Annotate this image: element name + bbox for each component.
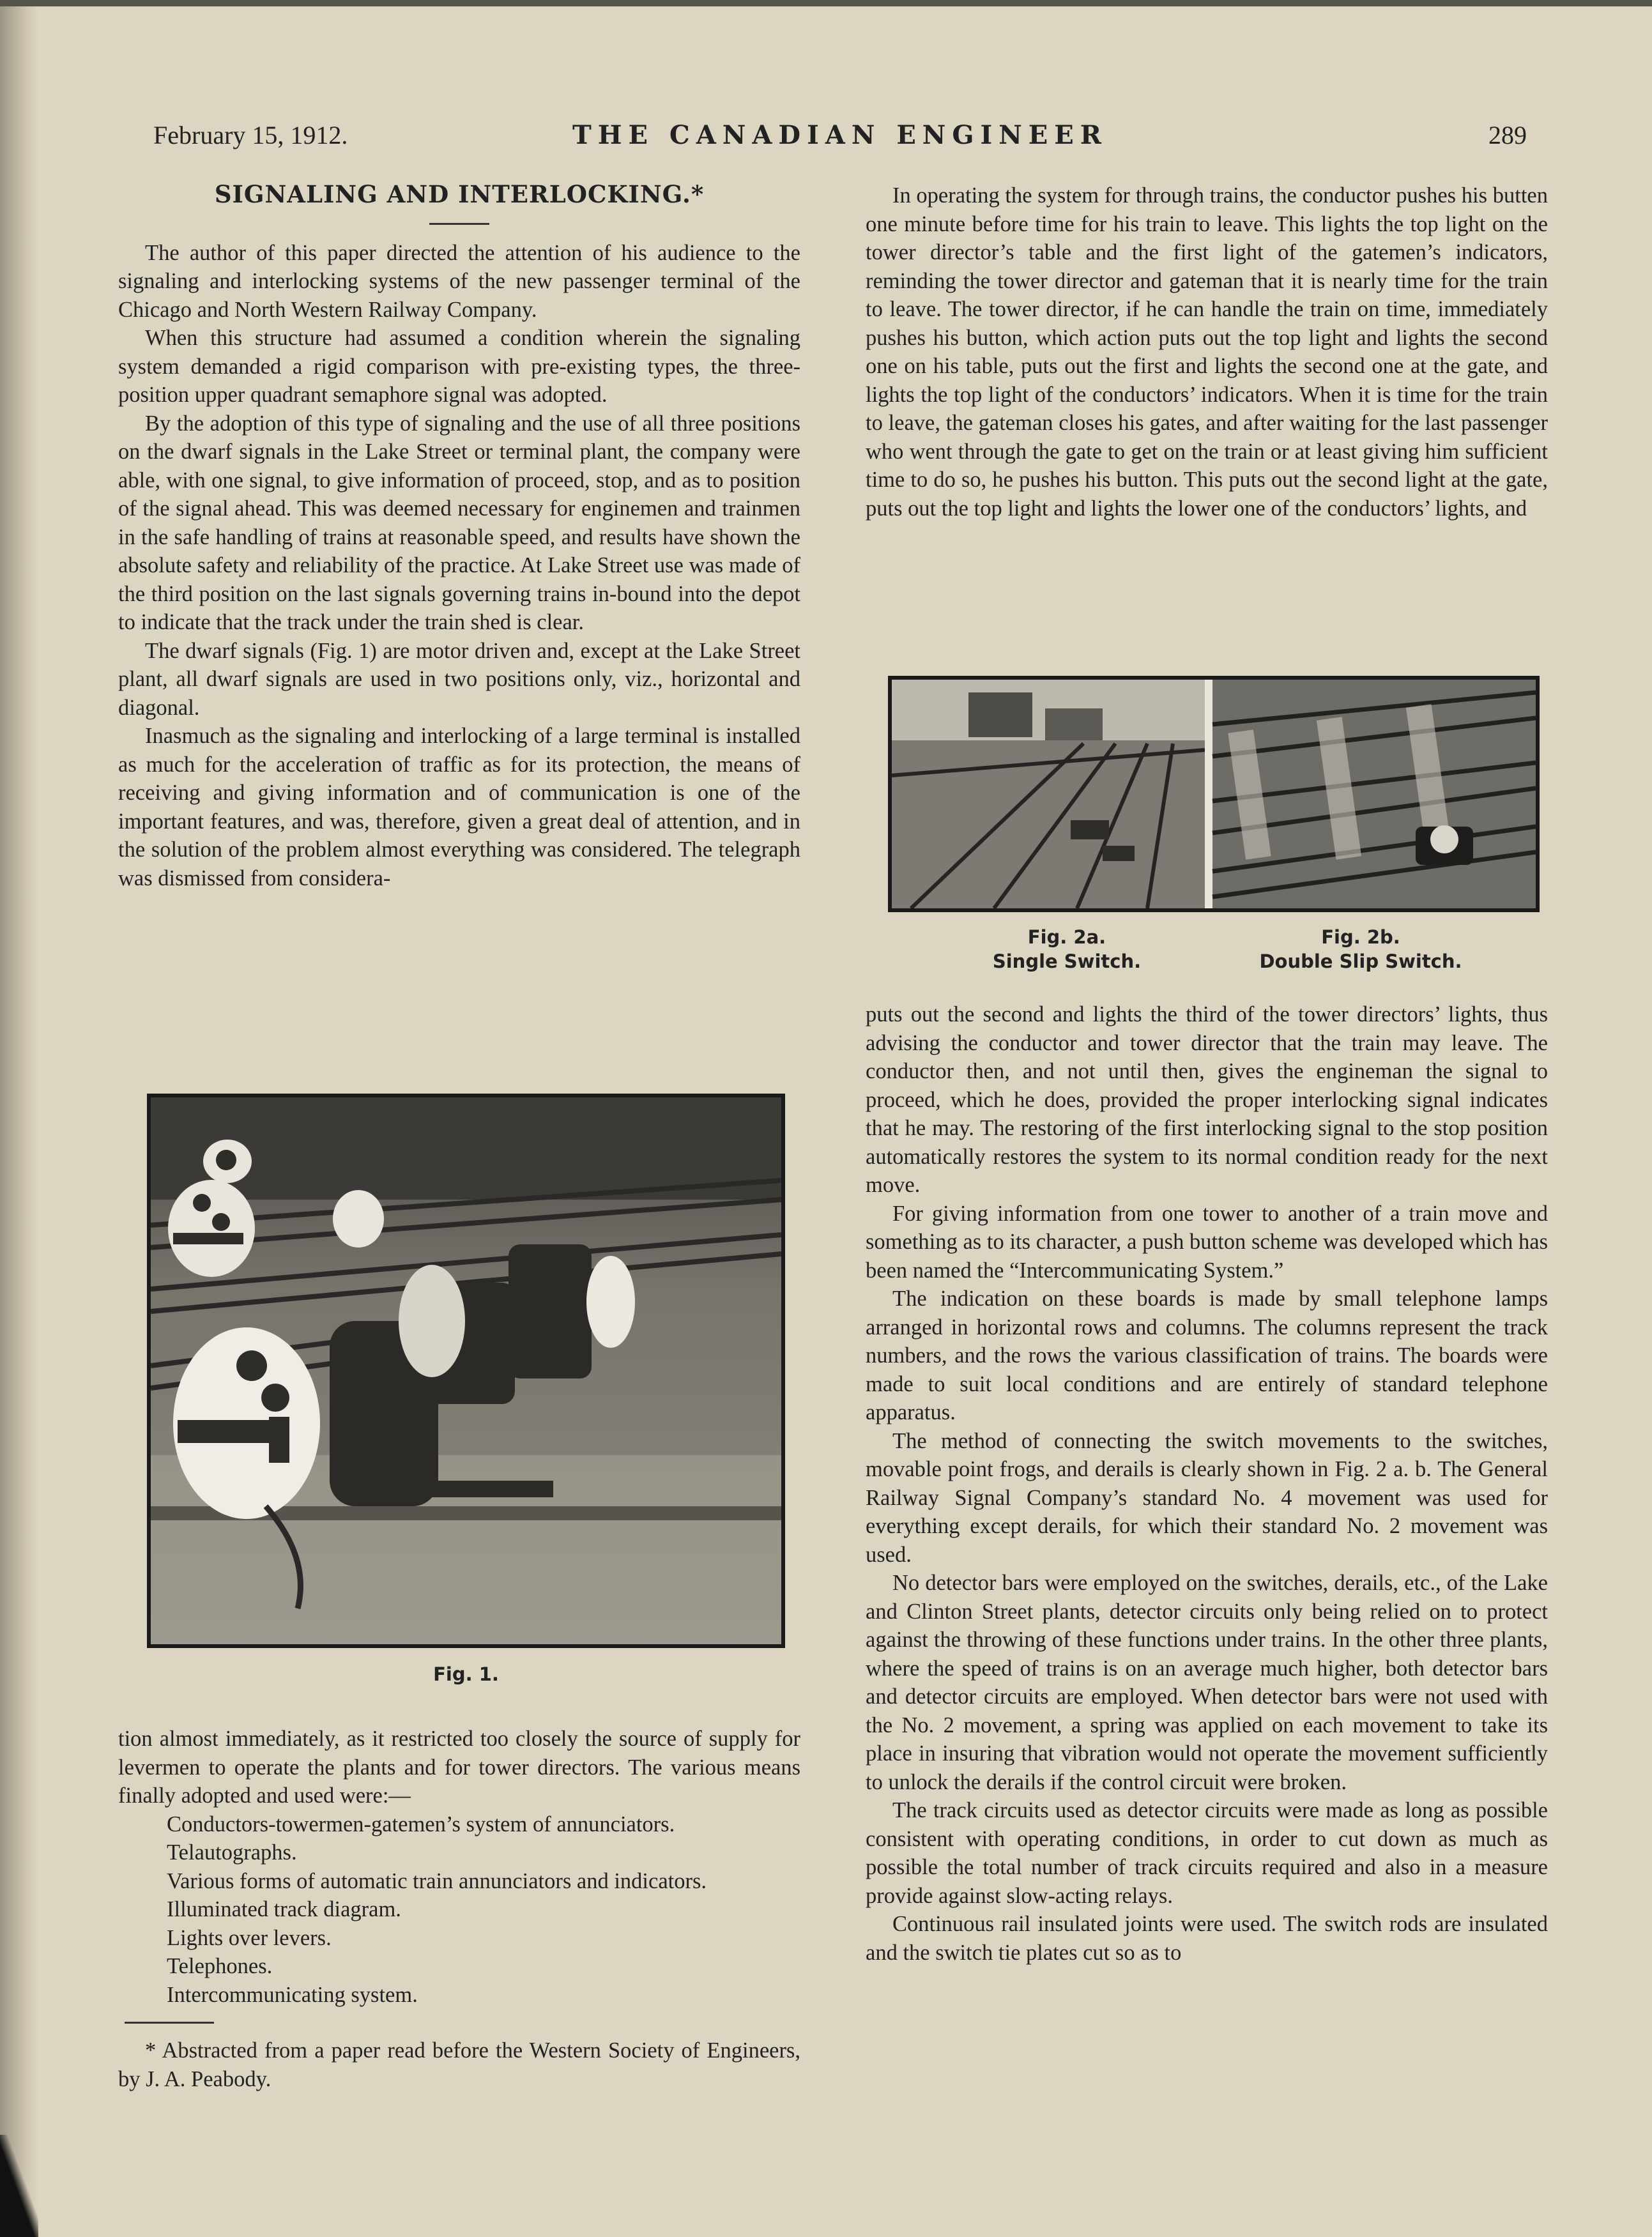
fig1-caption: Fig. 1. xyxy=(433,1663,499,1685)
paragraph: The author of this paper directed the attention of his audience to the signaling and interlocking systems of the new passenger terminal of the Chicago and North Western Railway Company. xyxy=(118,240,800,322)
paragraph: For giving information from one tower to another of a train move and something as to its character, a push button scheme was developed which has been named the “Intercommunicating System.” xyxy=(866,1201,1548,1283)
right-column-top xyxy=(866,181,1548,523)
fig2-photos-switches xyxy=(888,676,1540,912)
means-list-item: Illuminated track diagram. xyxy=(167,1897,401,1921)
footnote-rule xyxy=(125,2022,214,2024)
title-rule xyxy=(429,223,489,225)
means-list-item: Telephones. xyxy=(167,1954,273,1978)
fig2b-title: Double Slip Switch. xyxy=(1259,951,1462,972)
journal-title: THE CANADIAN ENGINEER xyxy=(572,120,1108,150)
paragraph-continuation: puts out the second and lights the third of the tower directors’ lights, thus advising the conductor and tower director that the train may leave. The conductor then, and not until then, gives the engineman the signal to proceed, which he does, provided the proper interlocking signal indicates that he may. The restoring of the first interlocking signal to the stop position automatically restores the system to its normal condition ready for the next move. xyxy=(866,1002,1548,1197)
means-list-item: Lights over levers. xyxy=(167,1925,332,1950)
paragraph: Continuous rail insulated joints were used. The switch rods are insulated and the switch tie plates cut so as to xyxy=(866,1912,1548,1965)
paragraph: No detector bars were employed on the switches, derails, etc., of the Lake and Clinton Street plants, detector circuits only being relied on to protect against the throwing of these functions under trains. In the other three plants, where the speed of trains is on an average much higher, both detector bars and detector circuits are employed. When detector bars were not used with the No. 2 movement, a spring was applied on each movement to take its place in insuring that vibration would not operate the movement sufficiently to unlock the derails if the control circuit were broken. xyxy=(866,1571,1548,1794)
paragraph: In operating the system for through trains, the conductor pushes his butten one minute before time for his train to leave. This lights the top light on the tower director’s table and the first light of the gatemen’s indicators, reminding the tower director and gateman that it is nearly time for the train to leave. The tower director, if he can handle the train on time, immediately pushes his button, which action puts out the top light and lights the second one on his table, puts out the first and lights the second one at the gate, and lights the top light of the conductors’ indicators. When it is time for the train to leave, the gateman closes his gates, and after waiting for the last passenger who went through the gate to get on the train or at least giving him sufficient time to do so, he pushes his button. This puts out the second light at the gate, puts out the top light and lights the lower one of the conductors’ lights, and xyxy=(866,183,1548,521)
paragraph: The dwarf signals (Fig. 1) are motor driven and, except at the Lake Street plant, all dwarf signals are used in two positions only, viz., horizontal and diagonal. xyxy=(118,638,800,720)
fig1-photo-dwarf-signals xyxy=(147,1094,785,1648)
footnote: * Abstracted from a paper read before the Western Society of Engineers, by J. A. Peabody. xyxy=(118,2038,800,2091)
fig2b-number: Fig. 2b. xyxy=(1321,926,1400,948)
issue-date: February 15, 1912. xyxy=(153,121,348,149)
means-list-item: Various forms of automatic train annunciators and indicators. xyxy=(167,1868,707,1893)
paragraph-continuation: tion almost immediately, as it restricted too closely the source of supply for levermen to operate the plants and for tower directors. The various means finally adopted and used were:— xyxy=(118,1727,800,1808)
page-corner-shadow xyxy=(0,2135,38,2237)
paragraph: The indication on these boards is made by small telephone lamps arranged in horizontal rows and columns. The columns represent the track numbers, and the rows the various classification of trains. The boards were made to suit local conditions and are entirely of standard telephone apparatus. xyxy=(866,1286,1548,1424)
fig2a-caption xyxy=(952,925,1182,973)
paragraph: By the adoption of this type of signaling and the use of all three positions on the dwarf signals in the Lake Street or terminal plant, the company were able, with one signal, to give information of proceed, stop, and as to position of the signal ahead. This was deemed necessary for enginemen and trainmen in the safe handling of trains at reasonable speed, and results have shown the absolute safety and reliability of the practice. At Lake Street use was made of the third position on the last signals governing trains in-bound into the depot to indicate that the track under the train shed is clear. xyxy=(118,411,800,634)
left-column-top xyxy=(118,180,800,892)
page-binding-edge xyxy=(0,0,38,2237)
means-list-item: Intercommunicating system. xyxy=(167,1982,418,2007)
paragraph: The method of connecting the switch movements to the switches, movable point frogs, and derails is clearly shown in Fig. 2 a. b. The General Railway Signal Company’s standard No. 4 movement was used for everything except derails, for which their standard No. 2 movement was used. xyxy=(866,1428,1548,1567)
paragraph: The track circuits used as detector circuits were made as long as possible consistent with operating conditions, in order to cut down as much as possible the total number of track circuits required and also in a measure provide against slow-acting relays. xyxy=(866,1798,1548,1908)
paragraph: Inasmuch as the signaling and interlocking of a large terminal is installed as much for the acceleration of traffic as for its protection, the means of receiving and giving information and of communication is one of the important features, and was, therefore, given a great deal of attention, and in the solution of the problem almost everything was considered. The telegraph was dismissed from considera- xyxy=(118,724,800,890)
page-number: 289 xyxy=(1488,121,1527,149)
left-column-bottom xyxy=(118,1725,800,2093)
means-list-item: Telautographs. xyxy=(167,1840,297,1865)
means-list-item: Conductors-towermen-gatemen’s system of annunciators. xyxy=(167,1812,675,1836)
running-header xyxy=(153,120,1527,158)
top-border xyxy=(0,0,1652,6)
paragraph: When this structure had assumed a condition wherein the signaling system demanded a rigid comparison with pre-existing types, the three-position upper quadrant semaphore signal was adopted. xyxy=(118,326,800,407)
right-column-bottom xyxy=(866,1000,1548,1967)
article-title: SIGNALING AND INTERLOCKING.* xyxy=(214,180,705,208)
fig2a-title: Single Switch. xyxy=(992,951,1142,972)
fig2b-caption xyxy=(1233,925,1488,973)
fig2a-number: Fig. 2a. xyxy=(1027,926,1106,948)
